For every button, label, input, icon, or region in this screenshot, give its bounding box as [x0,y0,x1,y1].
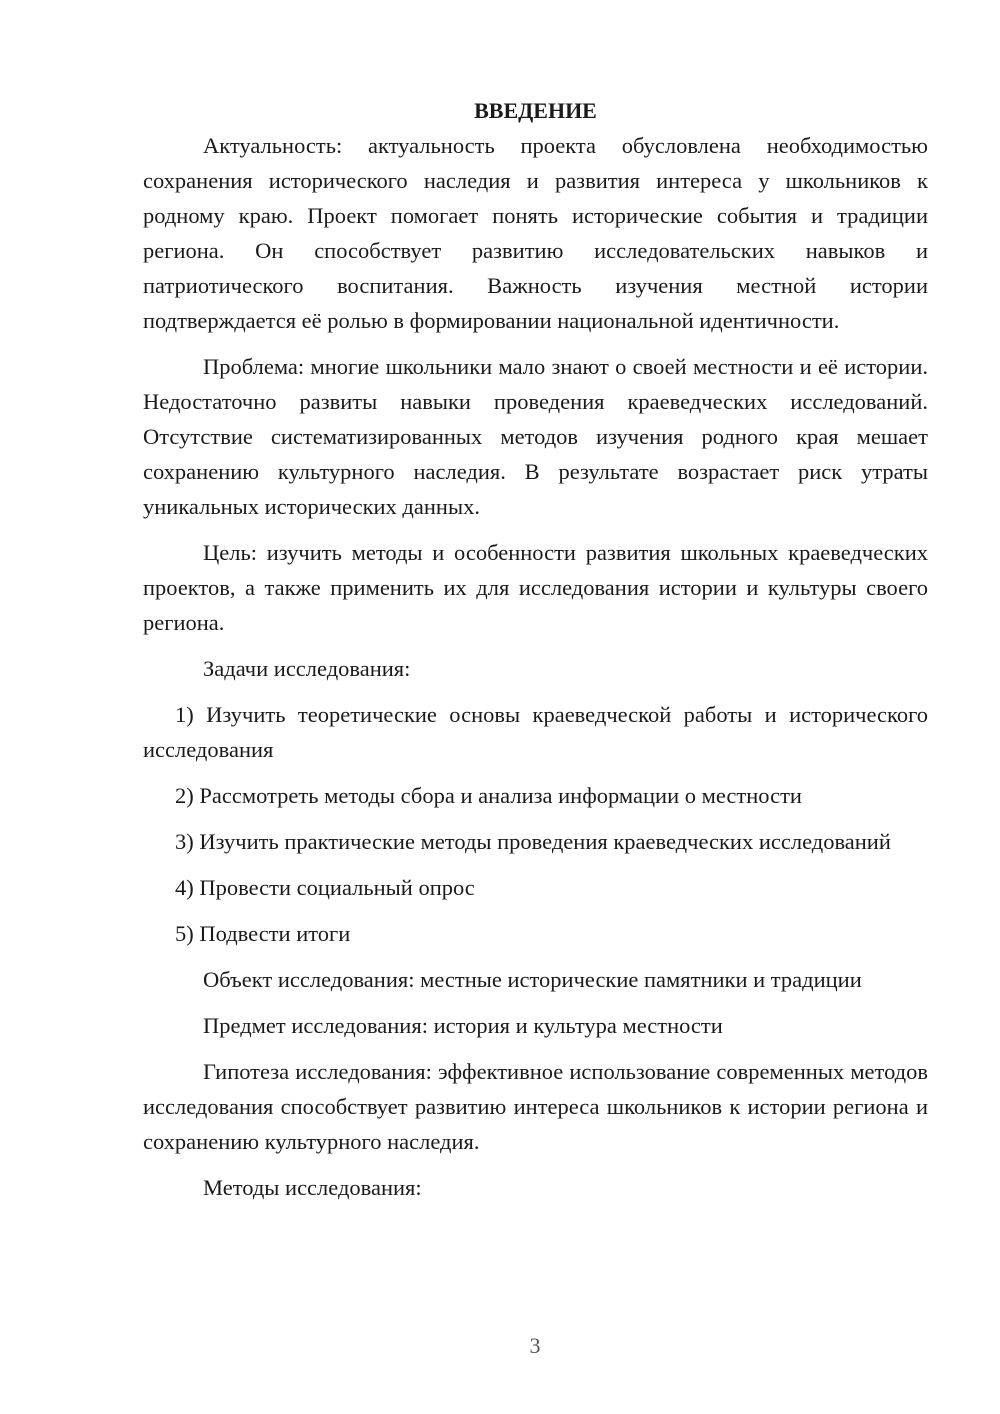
subject-paragraph: Предмет исследования: история и культура местности [203,1013,723,1038]
relevance-paragraph: Актуальность: актуальность проекта обусловлена необходимостью сохранения исторического наследия и развития интереса у школьников к родному краю. Проект помогает понять исторические события и традиции региона. Он способствует развитию исследовательских навыков и патриотического воспитания. Важность изучения местной истории подтверждается её ролью в формировании национальной идентичности. [143,133,928,333]
object-paragraph: Объект исследования: местные исторические памятники и традиции [203,967,862,992]
page-number: 3 [529,1333,541,1358]
task-item-4: 4) Провести социальный опрос [175,875,475,900]
methods-heading: Методы исследования: [203,1175,422,1200]
tasks-heading: Задачи исследования: [203,656,411,681]
task-item-5: 5) Подвести итоги [175,921,351,946]
task-item-1: 1) Изучить теоретические основы краеведческой работы и исторического исследования [143,702,928,762]
section-title: ВВЕДЕНИЕ [474,98,597,123]
goal-paragraph: Цель: изучить методы и особенности развития школьных краеведческих проектов, а также применить их для исследования истории и культуры своего региона. [143,540,928,635]
task-item-3: 3) Изучить практические методы проведения краеведческих исследований [175,829,891,854]
problem-paragraph: Проблема: многие школьники мало знают о своей местности и её истории. Недостаточно развиты навыки проведения краеведческих исследований. Отсутствие систематизированных методов изучения родного края мешает сохранению культурного наследия. В результате возрастает риск утраты уникальных исторических данных. [143,354,928,519]
document-page [143,93,928,1216]
task-item-2: 2) Рассмотреть методы сбора и анализа информации о местности [175,783,802,808]
hypothesis-paragraph: Гипотеза исследования: эффективное использование современных методов исследования способствует развитию интереса школьников к истории региона и сохранению культурного наследия. [143,1059,928,1154]
